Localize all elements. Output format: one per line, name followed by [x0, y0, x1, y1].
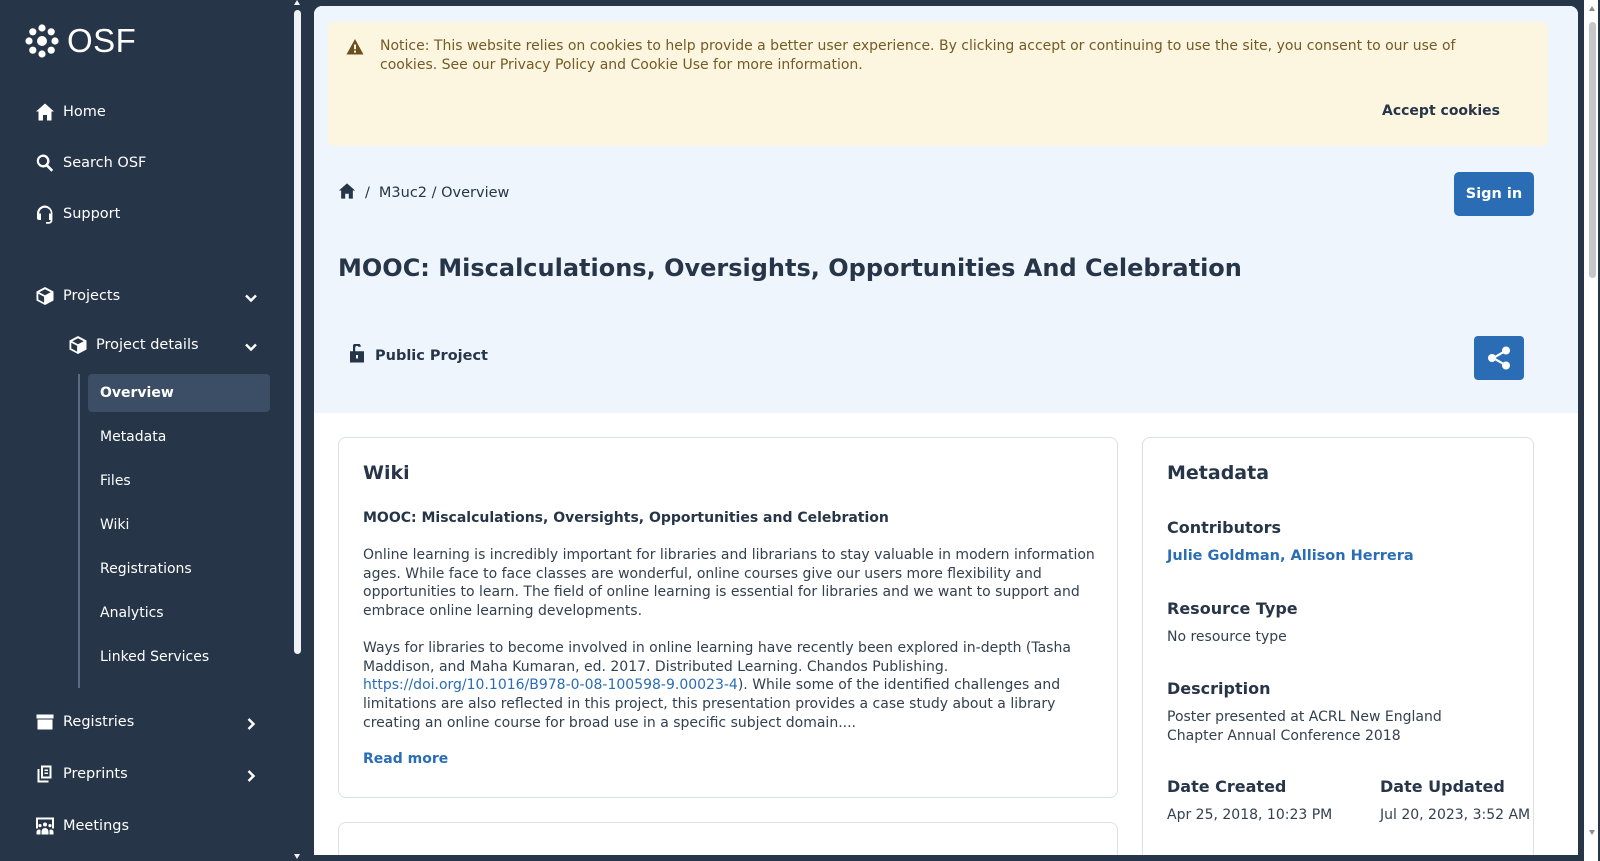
warning-icon [346, 38, 364, 56]
main-content [314, 6, 1578, 855]
project-header [314, 6, 1578, 413]
accept-cookies-button[interactable]: Accept cookies [1382, 103, 1500, 119]
osf-logo-icon [24, 23, 60, 59]
nav-meetings[interactable] [34, 811, 129, 841]
registries-chevron-right-icon[interactable] [244, 716, 258, 730]
main-scroll-thumb[interactable] [1589, 22, 1596, 278]
nav-search[interactable] [34, 148, 146, 178]
sidebar-item-overview[interactable]: Overview [88, 374, 270, 412]
nav-projects[interactable] [34, 281, 120, 311]
people-icon [34, 815, 56, 837]
date-updated-value: Jul 20, 2023, 3:52 AM [1380, 807, 1531, 823]
copy-icon [34, 763, 56, 785]
cube-icon [67, 334, 89, 356]
wiki-subtitle: MOOC: Miscalculations, Oversights, Opportunities and Celebration [363, 510, 889, 526]
logo-text: OSF [67, 22, 137, 59]
share-icon [1486, 345, 1512, 371]
nav-home-label: Home [63, 104, 106, 120]
metadata-card [1142, 437, 1534, 855]
nav-support-label: Support [63, 206, 121, 222]
date-updated-label: Date Updated [1380, 777, 1505, 796]
cube-icon [34, 285, 56, 307]
sidebar-item-metadata[interactable]: Metadata [100, 429, 167, 445]
nav-projects-label: Projects [63, 288, 121, 304]
sign-in-button[interactable]: Sign in [1454, 172, 1534, 216]
sidebar-item-registrations[interactable]: Registrations [100, 561, 192, 577]
visibility-badge [348, 344, 488, 368]
sidebar-item-linked-services[interactable]: Linked Services [100, 649, 210, 665]
search-icon [34, 152, 56, 174]
read-more-link[interactable]: Read more [363, 751, 449, 767]
description-label: Description [1167, 679, 1271, 698]
breadcrumb [338, 182, 509, 204]
sidebar [0, 0, 300, 861]
sidebar-item-files[interactable]: Files [100, 473, 131, 489]
next-card [338, 822, 1118, 855]
breadcrumb-path[interactable]: M3uc2 / Overview [378, 185, 510, 201]
subnav-divider [78, 374, 80, 688]
nav-support[interactable] [34, 199, 120, 229]
wiki-paragraph: Online learning is incredibly important for libraries and librarians to stay valuable in modern information ages. While face to face classes are wonderful, online courses give our users more flexibility and opportunities to learn. The field of online learning is essential for libraries and we want to support and embrace online learning developments. [363, 547, 1095, 620]
sidebar-scroll-thumb[interactable] [294, 10, 301, 654]
doi-link[interactable]: https://doi.org/10.1016/B978-0-08-100598-9.00023-4 [363, 677, 738, 694]
main-scroll-up-icon[interactable] [1589, 6, 1595, 11]
contributors-link[interactable]: Julie Goldman, Allison Herrera [1167, 548, 1414, 564]
breadcrumb-home-icon[interactable] [338, 182, 356, 204]
resource-type-label: Resource Type [1167, 599, 1298, 618]
preprints-chevron-right-icon[interactable] [244, 768, 258, 782]
sidebar-scroll-up-icon[interactable] [294, 0, 300, 5]
window-bottom-edge [300, 855, 1600, 861]
main-scrollbar[interactable] [1584, 0, 1598, 861]
headset-icon [34, 203, 56, 225]
resource-type-value: No resource type [1167, 629, 1287, 645]
nav-project-details[interactable] [67, 330, 199, 360]
breadcrumb-separator: / [365, 185, 370, 201]
sidebar-item-analytics[interactable]: Analytics [100, 605, 164, 621]
lock-open-icon [348, 344, 366, 368]
nav-meetings-label: Meetings [63, 818, 130, 834]
wiki-paragraph [363, 639, 1103, 733]
page-title: MOOC: Miscalculations, Oversights, Opportunities And Celebration [338, 254, 1242, 282]
contributors-label: Contributors [1167, 518, 1282, 537]
cookie-notice-text: Notice: This website relies on cookies to help provide a better user experience. By clicking accept or continuing to use the site, you consent to our use of cookies. See our Privacy Policy and Cookie Use for more information. [380, 38, 1456, 73]
nav-home[interactable] [34, 97, 106, 127]
date-created-label: Date Created [1167, 777, 1287, 796]
date-created-value: Apr 25, 2018, 10:23 PM [1167, 807, 1333, 823]
cookie-notice [328, 22, 1548, 146]
wiki-heading: Wiki [363, 462, 410, 484]
description-value: Poster presented at ACRL New England Chapter Annual Conference 2018 [1167, 709, 1442, 744]
main-scroll-down-icon[interactable] [1589, 830, 1595, 835]
projects-chevron-down-icon[interactable] [244, 290, 258, 304]
sidebar-item-wiki[interactable]: Wiki [100, 517, 130, 533]
visibility-label: Public Project [375, 348, 488, 364]
wiki-text: Ways for libraries to become involved in online learning have recently been explored in-depth (Tasha Maddison, and Maha Kumaran, ed. 2017. Distributed Learning. Chandos Publishing. [363, 640, 1071, 675]
nav-preprints-label: Preprints [63, 766, 128, 782]
home-icon [34, 101, 56, 123]
nav-registries[interactable] [34, 707, 134, 737]
wiki-card [338, 437, 1118, 798]
archive-icon [34, 711, 56, 733]
metadata-heading: Metadata [1167, 462, 1270, 484]
nav-preprints[interactable] [34, 759, 128, 789]
nav-project-details-label: Project details [96, 337, 199, 353]
nav-search-label: Search OSF [63, 155, 147, 171]
share-button[interactable] [1474, 336, 1524, 380]
wiki-text: ). While some of the identified challenges and limitations are also reflected in this project, this presentation provides a case study about a library creating an online course for broad use in a specific subject domain.... [363, 677, 1061, 731]
project-details-chevron-down-icon[interactable] [244, 339, 258, 353]
sidebar-scrollbar[interactable] [294, 0, 302, 861]
osf-logo[interactable] [24, 22, 136, 60]
nav-registries-label: Registries [63, 714, 135, 730]
